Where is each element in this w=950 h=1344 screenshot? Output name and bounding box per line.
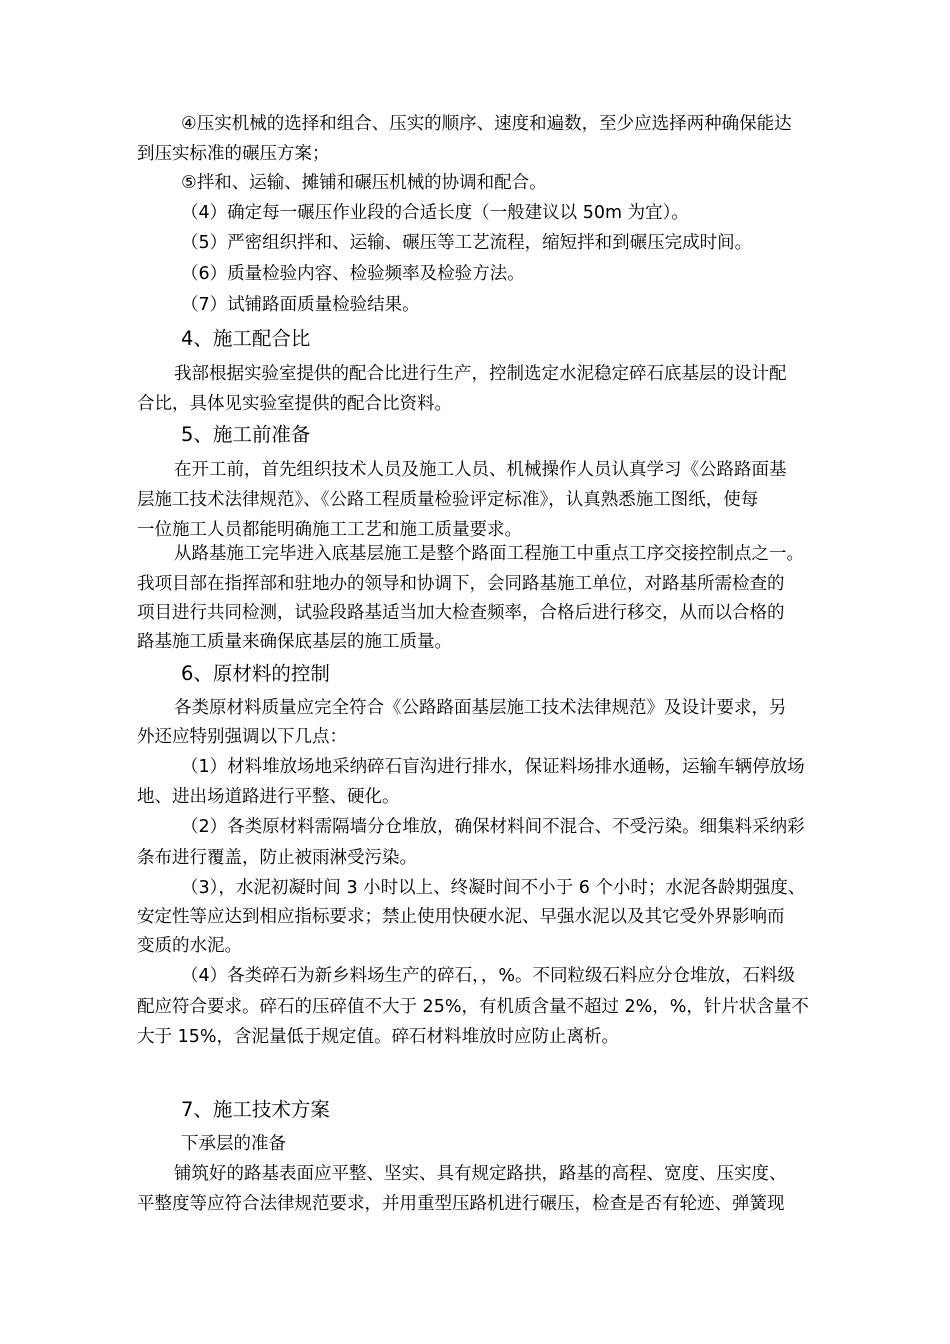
text-line: （5）严密组织拌和、运输、碾压等工艺流程，缩短拌和到碾压完成时间。 bbox=[181, 233, 753, 253]
section-heading: 7、施工技术方案 bbox=[181, 1098, 330, 1121]
text-line: 条布进行覆盖，防止被雨淋受污染。 bbox=[137, 848, 417, 868]
text-line: （4）确定每一碾压作业段的合适长度（一般建议以 50m 为宜）。 bbox=[181, 203, 689, 223]
text-line: 到压实标准的碾压方案； bbox=[137, 144, 330, 164]
text-line: 路基施工质量来确保底基层的施工质量。 bbox=[137, 632, 452, 652]
text-line: 在开工前，首先组织技术人员及施工人员、机械操作人员认真学习《公路路面基 bbox=[174, 460, 787, 480]
text-line: 层施工技术法律规范》、《公路工程质量检验评定标准》，认真熟悉施工图纸，使每 bbox=[137, 490, 759, 510]
text-line: 变质的水泥。 bbox=[137, 936, 242, 956]
text-line: 铺筑好的路基表面应平整、坚实、具有规定路拱，路基的高程、宽度、压实度、 bbox=[174, 1164, 787, 1184]
text-line: ⑤拌和、运输、摊铺和碾压机械的协调和配合。 bbox=[181, 173, 547, 193]
text-line: 外还应特别强调以下几点： bbox=[137, 727, 347, 747]
text-line: 我项目部在指挥部和驻地办的领导和协调下，会同路基施工单位，对路基所需检查的 bbox=[137, 574, 785, 594]
text-line: （1）材料堆放场地采纳碎石盲沟进行排水，保证料场排水通畅，运输车辆停放场 bbox=[181, 757, 805, 777]
section-heading: 4、施工配合比 bbox=[181, 327, 311, 350]
text-line: 我部根据实验室提供的配合比进行生产，控制选定水泥稳定碎石底基层的设计配 bbox=[174, 364, 787, 384]
text-line: （2）各类原材料需隔墙分仓堆放，确保材料间不混合、不受污染。细集料采纳彩 bbox=[181, 817, 805, 837]
text-line: 各类原材料质量应完全符合《公路路面基层施工技术法律规范》及设计要求，另 bbox=[174, 698, 787, 718]
subsection-heading: 下承层的准备 bbox=[181, 1134, 286, 1154]
text-line: 安定性等应达到相应指标要求；禁止使用快硬水泥、早强水泥以及其它受外界影响而 bbox=[137, 907, 785, 927]
text-line: 合比，具体见实验室提供的配合比资料。 bbox=[137, 394, 452, 414]
text-line: （7）试铺路面质量检验结果。 bbox=[181, 295, 420, 315]
text-line: （4）各类碎石为新乡料场生产的碎石，，%。不同粒级石料应分仓堆放，石料级 bbox=[181, 966, 796, 986]
text-line: （6）质量检验内容、检验频率及检验方法。 bbox=[181, 264, 525, 284]
text-line: ④压实机械的选择和组合、压实的顺序、速度和遍数，至少应选择两种确保能达 bbox=[181, 114, 792, 134]
text-line: 配应符合要求。碎石的压碎值不大于 25%，有机质含量不超过 2%，%，针片状含量不 bbox=[137, 997, 809, 1017]
text-line: 平整度等应符合法律规范要求，并用重型压路机进行碾压，检查是否有轮迹、弹簧现 bbox=[137, 1194, 785, 1214]
text-line: 项目进行共同检测，试验段路基适当加大检查频率，合格后进行移交，从而以合格的 bbox=[137, 603, 785, 623]
text-line: （3），水泥初凝时间 3 小时以上、终凝时间不小于 6 个小时；水泥各龄期强度、 bbox=[181, 878, 806, 898]
text-line: 一位施工人员都能明确施工工艺和施工质量要求。 bbox=[137, 520, 522, 540]
section-heading: 6、原材料的控制 bbox=[181, 662, 330, 685]
section-heading: 5、施工前准备 bbox=[181, 423, 311, 446]
text-line: 大于 15%，含泥量低于规定值。碎石材料堆放时应防止离析。 bbox=[137, 1027, 619, 1047]
text-line: 地、进出场道路进行平整、硬化。 bbox=[137, 787, 400, 807]
text-line: 从路基施工完毕进入底基层施工是整个路面工程施工中重点工序交接控制点之一。 bbox=[174, 544, 804, 564]
